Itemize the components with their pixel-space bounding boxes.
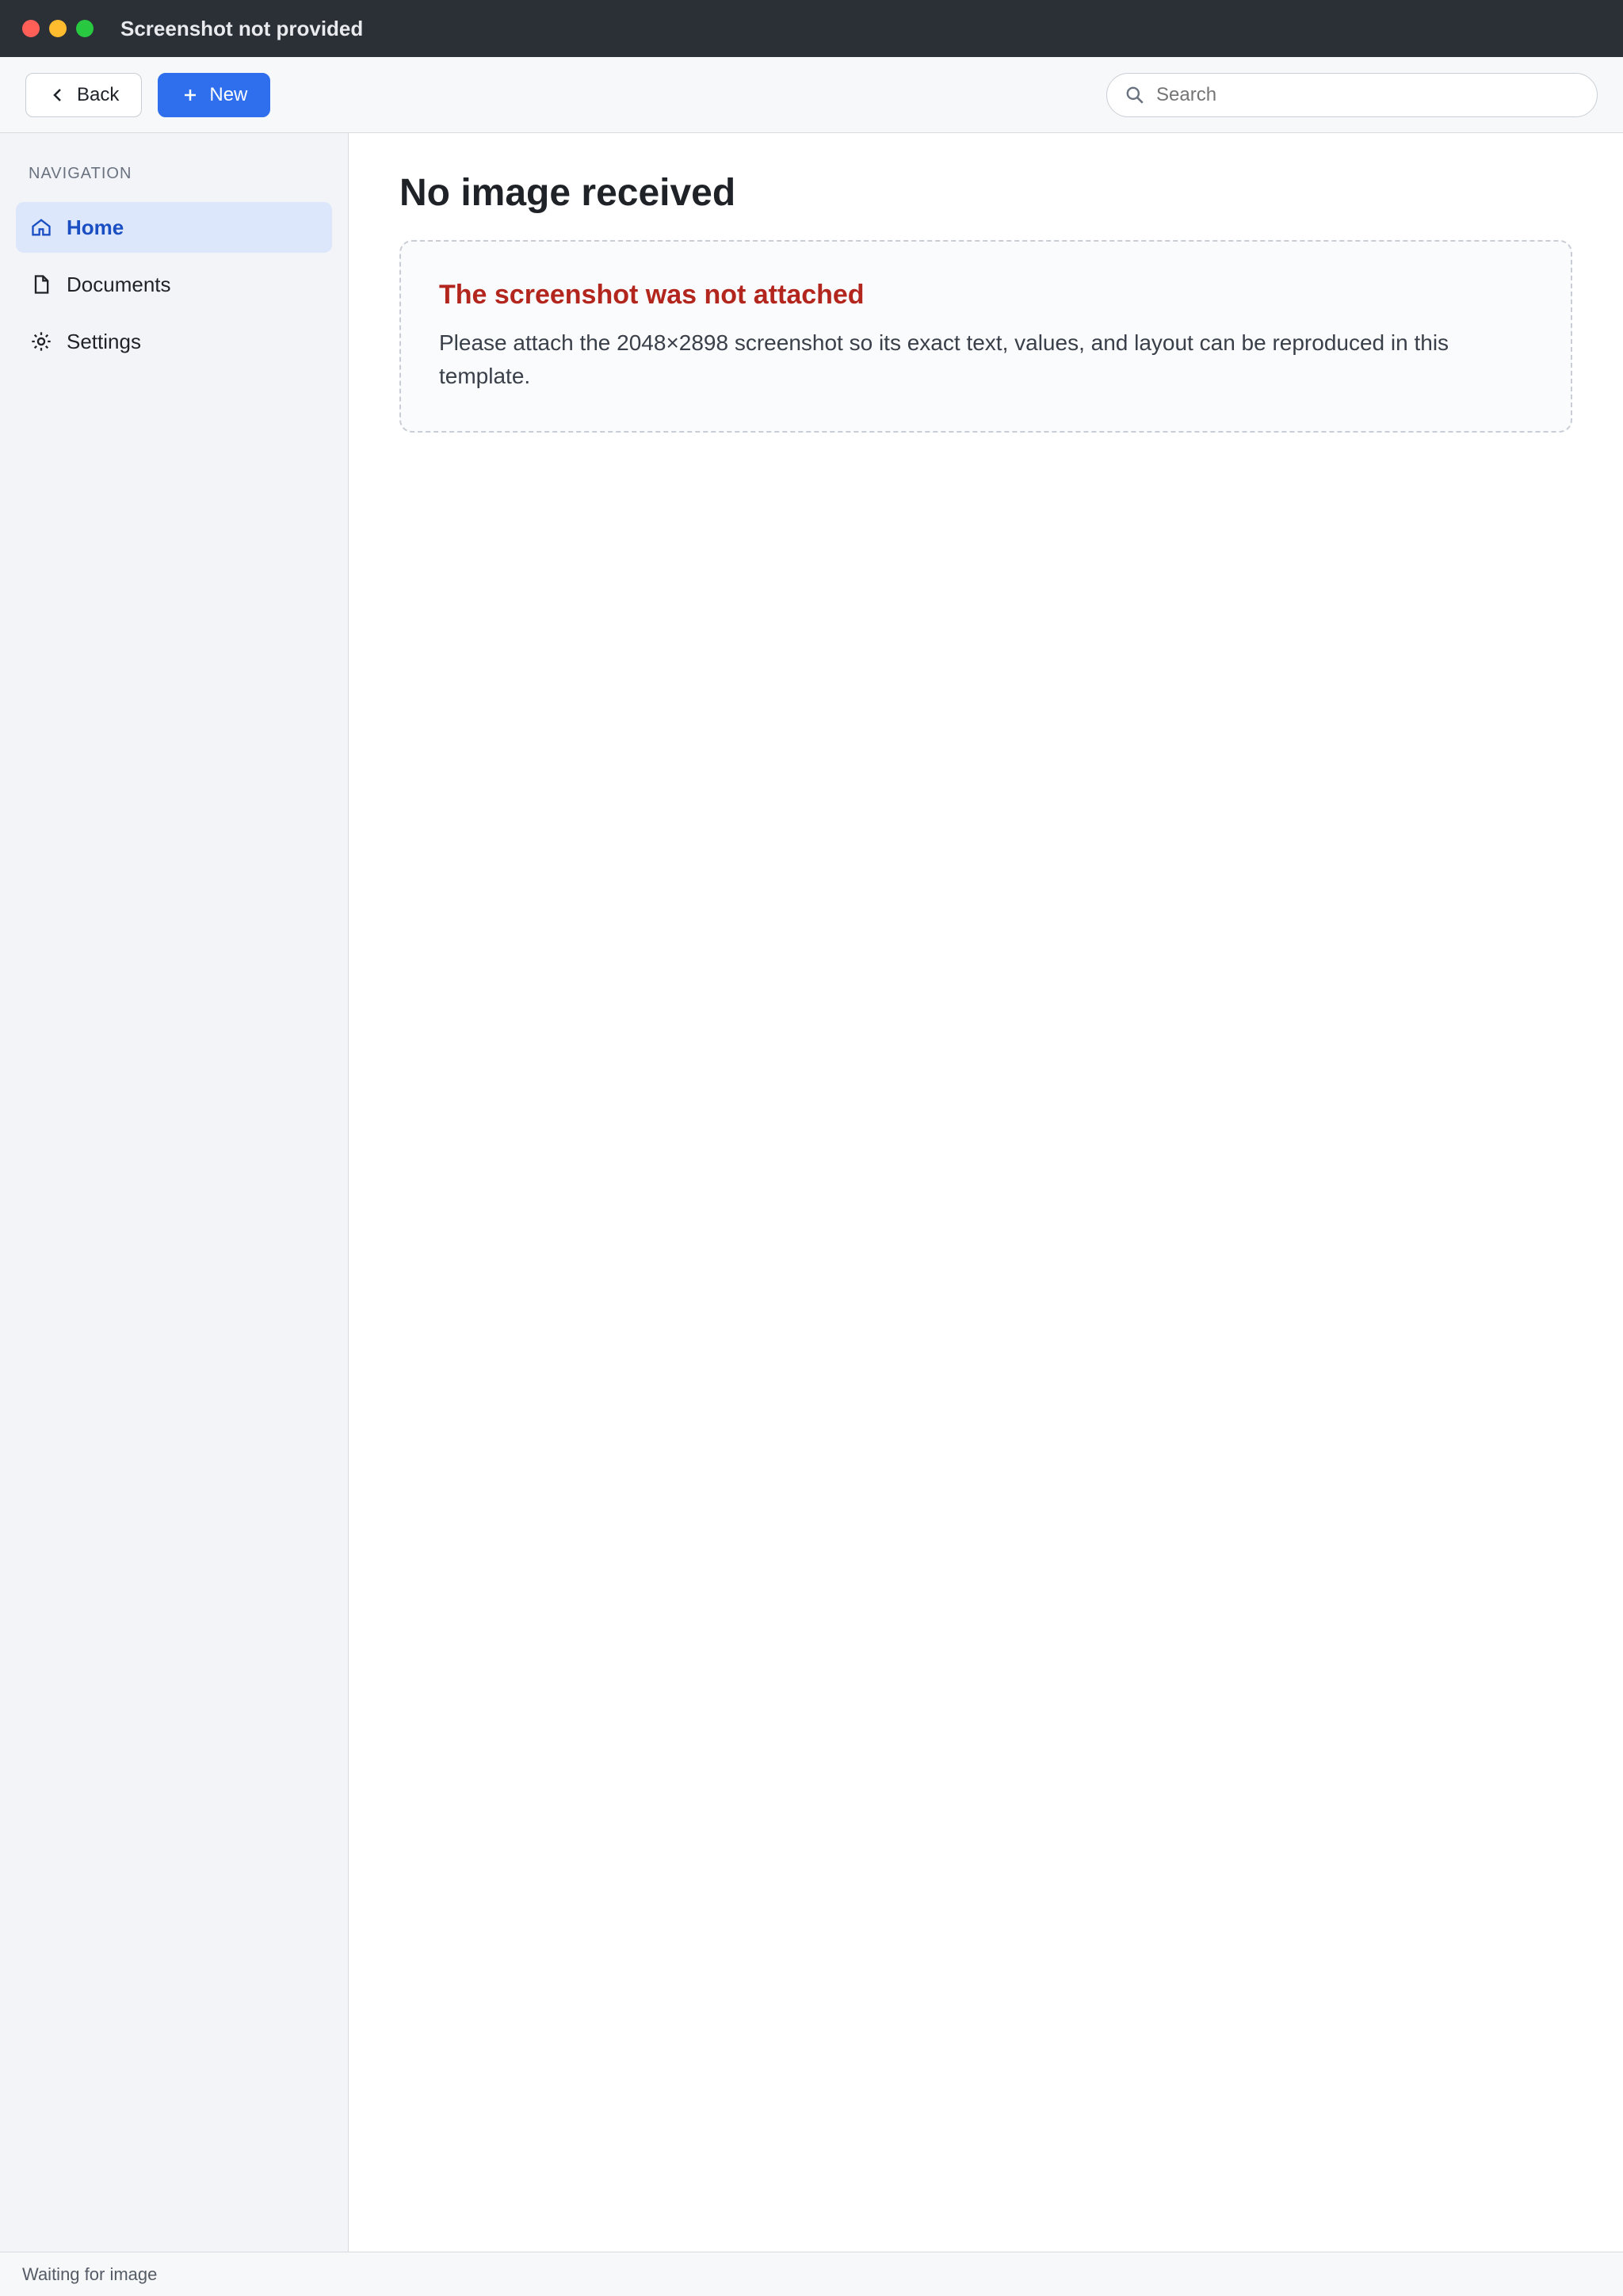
main-panel [349, 133, 1623, 2252]
sidebar-item-label: Home [67, 215, 124, 239]
back-button[interactable] [25, 73, 142, 117]
new-button-label: New [209, 83, 248, 105]
window-title: Screenshot not provided [120, 16, 364, 40]
minimize-window-button[interactable] [49, 20, 67, 37]
status-bar [0, 2252, 1623, 2296]
notice-heading: The screenshot was not attached [439, 280, 865, 310]
maximize-window-button[interactable] [76, 20, 94, 37]
search-input[interactable] [1156, 84, 1579, 106]
sidebar-item-documents[interactable] [16, 259, 332, 310]
sidebar [0, 133, 349, 2252]
plus-icon [181, 86, 200, 105]
back-button-label: Back [77, 83, 120, 105]
sidebar-item-settings[interactable] [16, 316, 332, 367]
notice-text: Please attach the 2048×2898 screenshot so its exact text, values, and layout can be reproduced in this template. [439, 330, 1449, 388]
toolbar [0, 57, 1623, 133]
arrow-left-icon [48, 86, 67, 105]
sidebar-heading: NAVIGATION [29, 165, 132, 182]
document-icon [30, 273, 52, 296]
search-icon [1125, 85, 1145, 105]
home-icon [30, 216, 52, 238]
content-area [0, 133, 1623, 2252]
title-bar [0, 0, 1623, 57]
sidebar-item-label: Documents [67, 272, 171, 296]
new-button[interactable] [158, 73, 270, 117]
status-text: Waiting for image [22, 2264, 158, 2284]
gear-icon [30, 330, 52, 353]
sidebar-item-home[interactable] [16, 202, 332, 253]
window-controls [22, 20, 94, 37]
missing-image-notice [399, 240, 1572, 433]
sidebar-item-label: Settings [67, 329, 141, 353]
search-box[interactable] [1106, 73, 1598, 117]
page-title: No image received [399, 172, 736, 214]
close-window-button[interactable] [22, 20, 40, 37]
